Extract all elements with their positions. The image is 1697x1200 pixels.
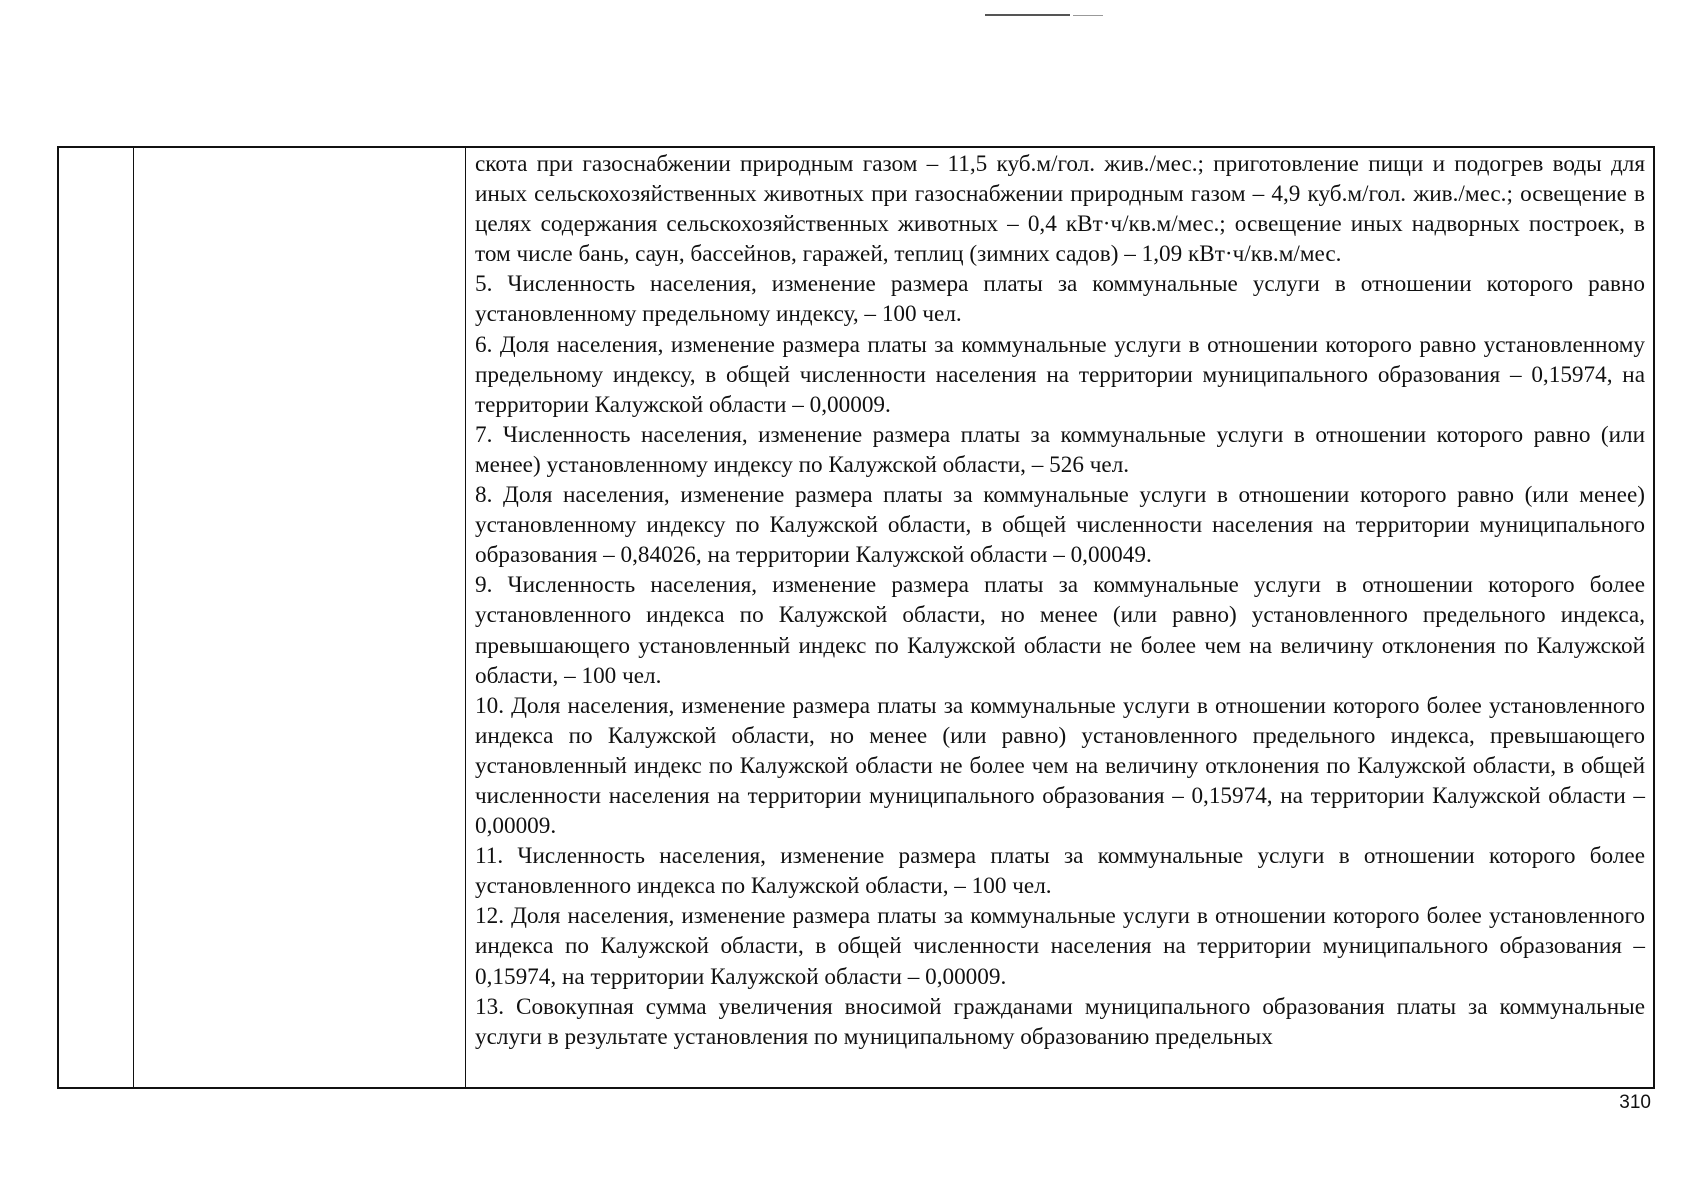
- paragraph: 11. Численность населения, изменение размера платы за коммунальные услуги в отношении которого более установленного индекса по Калужской области, – 100 чел.: [475, 843, 1645, 900]
- content-text: [475, 149, 1645, 1052]
- document-table: [57, 146, 1655, 1089]
- paragraph: 5. Численность населения, изменение размера платы за коммунальные услуги в отношении которого равно установленному предельному индексу, – 100 чел.: [475, 271, 1645, 328]
- page-number: 310: [1619, 1092, 1651, 1113]
- table-column-content: [467, 148, 1653, 1087]
- scan-artifact: [985, 14, 1105, 17]
- paragraph: 12. Доля населения, изменение размера платы за коммунальные услуги в отношении которого более установленного индекса по Калужской области, в общей численности населения на территории муниципального образования – 0,15974, на территории Калужской области – 0,00009.: [475, 903, 1645, 990]
- table-column-number: [59, 148, 134, 1087]
- paragraph: 10. Доля населения, изменение размера платы за коммунальные услуги в отношении которого более установленного индекса по Калужской области, но менее (или равно) установленного предельного индекса, превышающего установленный индекс по Калужской области не более чем на величину отклонения по Калужской области, в общей численности населения на территории муниципального образования – 0,15974, на территории Калужской области – 0,00009.: [475, 692, 1645, 840]
- paragraph: скота при газоснабжении природным газом – 11,5 куб.м/гол. жив./мес.; приготовление пищи и подогрев воды для иных сельскохозяйственных животных при газоснабжении природным газом – 4,9 куб.м/гол. жив./мес.; освещение в целях содержания сельскохозяйственных животных – 0,4 кВт·ч/кв.м/мес.; освещение иных надворных построек, в том числе бань, саун, бассейнов, гаражей, теплиц (зимних садов) – 1,09 кВт·ч/кв.м/мес.: [475, 151, 1645, 268]
- paragraph: 9. Численность населения, изменение размера платы за коммунальные услуги в отношении которого более установленного индекса по Калужской области, но менее (или равно) установленного предельного индекса, превышающего установленный индекс по Калужской области не более чем на величину отклонения по Калужской области, – 100 чел.: [475, 572, 1645, 689]
- paragraph: 13. Совокупная сумма увеличения вносимой гражданами муниципального образования платы за коммунальные услуги в результате установления по муниципальному образованию предельных: [475, 993, 1645, 1050]
- paragraph: 7. Численность населения, изменение размера платы за коммунальные услуги в отношении которого равно (или менее) установленному индексу по Калужской области, – 526 чел.: [475, 421, 1645, 478]
- table-column-name: [134, 148, 466, 1087]
- paragraph: 8. Доля населения, изменение размера платы за коммунальные услуги в отношении которого равно (или менее) установленному индексу по Калужской области, в общей численности населения на территории муниципального образования – 0,84026, на территории Калужской области – 0,00049.: [475, 482, 1645, 569]
- paragraph: 6. Доля населения, изменение размера платы за коммунальные услуги в отношении которого равно установленному предельному индексу, в общей численности населения на территории муниципального образования – 0,15974, на территории Калужской области – 0,00009.: [475, 331, 1645, 418]
